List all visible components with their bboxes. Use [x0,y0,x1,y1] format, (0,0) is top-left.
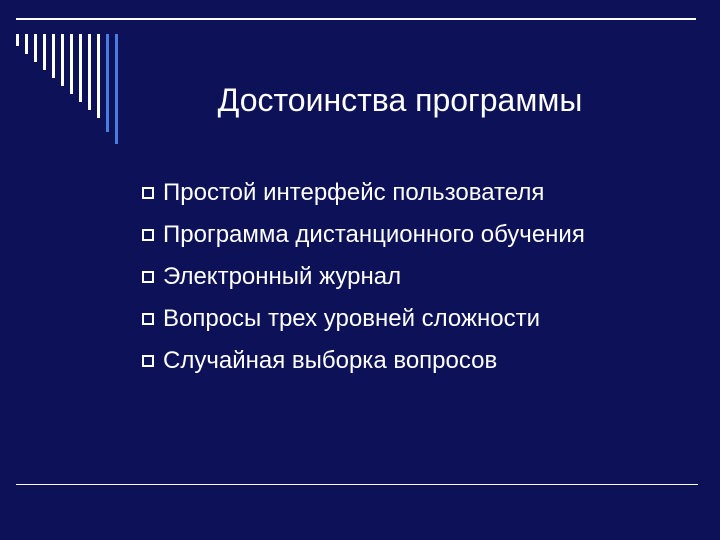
stripe-2 [25,34,28,54]
bullet-text: Вопросы трех уровней сложности [163,305,541,332]
list-item [142,298,585,340]
list-item [142,214,585,256]
list-item [142,340,585,382]
square-bullet-icon [142,355,154,367]
bullet-text: Программа дистанционного обучения [163,221,585,248]
bullet-text: Электронный журнал [163,263,402,290]
stripe-6 [61,34,64,86]
square-bullet-icon [142,187,154,199]
top-divider-line [16,18,696,20]
bullet-text: Простой интерфейс пользователя [163,179,545,206]
list-item [142,172,585,214]
stripe-5 [52,34,55,78]
bottom-divider-line [16,484,698,485]
stripe-4 [43,34,46,70]
slide-title: Достоинства программы [217,82,583,118]
bullet-list [142,172,585,382]
square-bullet-icon [142,229,154,241]
square-bullet-icon [142,313,154,325]
stripe-3 [34,34,37,62]
square-bullet-icon [142,271,154,283]
stripe-1 [16,34,19,46]
list-item [142,256,585,298]
bullet-text: Случайная выборка вопросов [163,347,498,374]
